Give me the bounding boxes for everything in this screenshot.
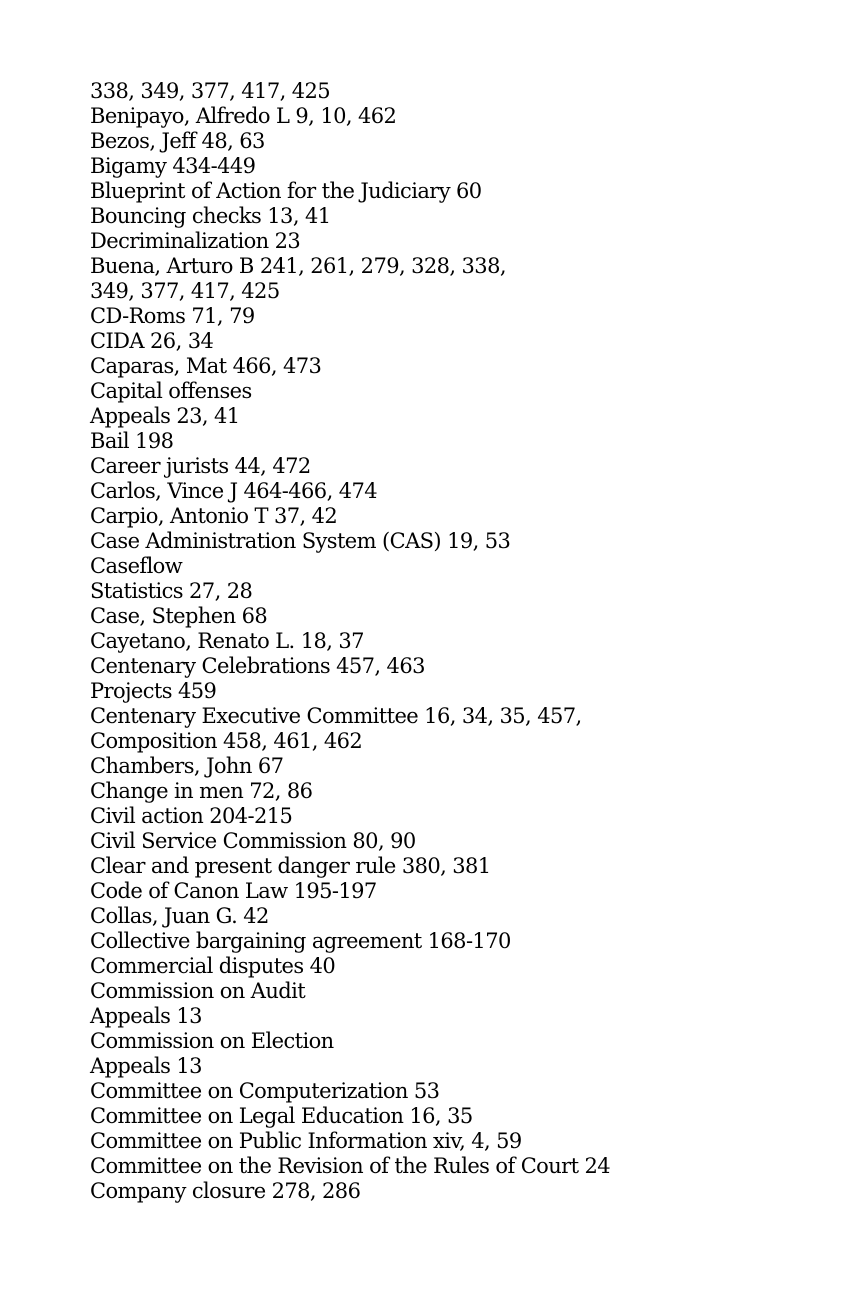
index-entry: Case, Stephen 68: [90, 604, 268, 628]
index-entry: Chambers, John 67: [90, 754, 284, 778]
index-entry: Projects 459: [90, 679, 217, 703]
index-entry: Carlos, Vince J 464-466, 474: [90, 479, 378, 503]
index-entry: Centenary Executive Committee 16, 34, 35, 457,: [90, 704, 582, 728]
index-entry: Appeals 13: [90, 1004, 202, 1028]
index-entry: Centenary Celebrations 457, 463: [90, 654, 425, 678]
index-entry: Clear and present danger rule 380, 381: [90, 854, 491, 878]
index-entry: Case Administration System (CAS) 19, 53: [90, 529, 511, 553]
index-entry: Bigamy 434-449: [90, 154, 256, 178]
index-entry: Committee on Computerization 53: [90, 1079, 440, 1103]
index-entry: Committee on Legal Education 16, 35: [90, 1104, 473, 1128]
index-entry: Collas, Juan G. 42: [90, 904, 269, 928]
index-entry: Buena, Arturo B 241, 261, 279, 328, 338,: [90, 254, 506, 278]
index-entry: Bail 198: [90, 429, 174, 453]
index-entry: Composition 458, 461, 462: [90, 729, 363, 753]
index-entry: Caparas, Mat 466, 473: [90, 354, 322, 378]
index-entry: Commission on Election: [90, 1029, 334, 1053]
index-entry: Civil action 204-215: [90, 804, 293, 828]
index-entry: Carpio, Antonio T 37, 42: [90, 504, 338, 528]
index-entry: 349, 377, 417, 425: [90, 279, 280, 303]
index-entry: Civil Service Commission 80, 90: [90, 829, 416, 853]
index-page: [90, 79, 830, 1204]
index-entry: Committee on Public Information xiv, 4, 59: [90, 1129, 522, 1153]
index-entry: Committee on the Revision of the Rules of Court 24: [90, 1154, 611, 1178]
index-entry: Collective bargaining agreement 168-170: [90, 929, 511, 953]
index-entry: Statistics 27, 28: [90, 579, 253, 603]
index-entry: Career jurists 44, 472: [90, 454, 311, 478]
index-entry: Benipayo, Alfredo L 9, 10, 462: [90, 104, 397, 128]
index-entry: Bouncing checks 13, 41: [90, 204, 331, 228]
index-entry: Commercial disputes 40: [90, 954, 336, 978]
index-entry: Commission on Audit: [90, 979, 306, 1003]
index-entry: Appeals 13: [90, 1054, 202, 1078]
index-entry: CD-Roms 71, 79: [90, 304, 255, 328]
index-entry: Cayetano, Renato L. 18, 37: [90, 629, 364, 653]
index-entry: 338, 349, 377, 417, 425: [90, 79, 331, 103]
index-entry: Bezos, Jeff 48, 63: [90, 129, 265, 153]
index-entry: Company closure 278, 286: [90, 1179, 361, 1203]
index-entry: Code of Canon Law 195-197: [90, 879, 377, 903]
index-entry: Capital offenses: [90, 379, 252, 403]
index-entry: Appeals 23, 41: [90, 404, 240, 428]
index-entry: Caseflow: [90, 554, 183, 578]
index-entry: CIDA 26, 34: [90, 329, 214, 353]
index-entry: Decriminalization 23: [90, 229, 301, 253]
index-entry: Blueprint of Action for the Judiciary 60: [90, 179, 482, 203]
index-entry: Change in men 72, 86: [90, 779, 313, 803]
